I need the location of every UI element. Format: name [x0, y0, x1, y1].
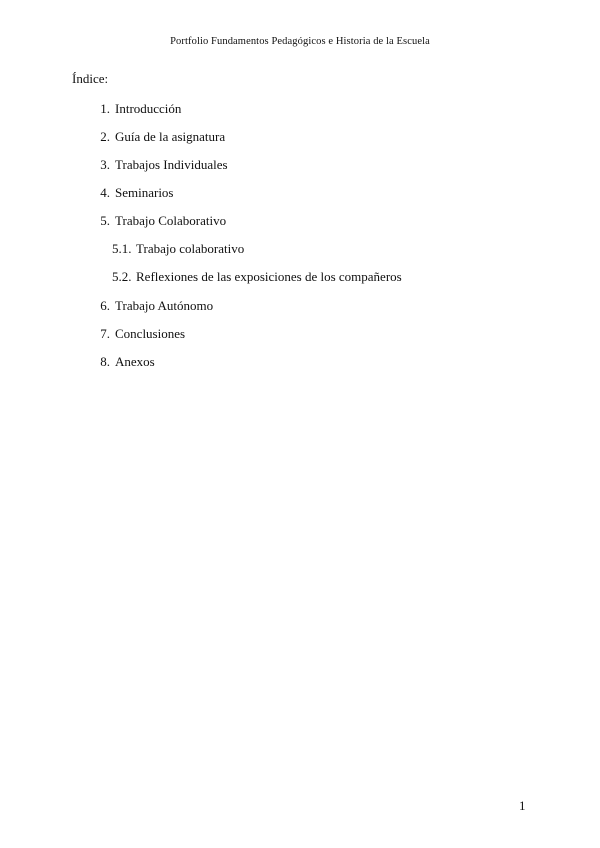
- page-number: 1: [519, 798, 526, 813]
- toc-item-label: Trabajos Individuales: [115, 157, 228, 172]
- toc-subitem-number: 5.2.: [112, 269, 132, 284]
- toc-item-label: Trabajo Autónomo: [115, 298, 214, 313]
- toc-item-number: 5.: [100, 213, 110, 228]
- toc-item-label: Guía de la asignatura: [115, 129, 226, 144]
- toc-item-label: Seminarios: [115, 185, 174, 200]
- toc-item-label: Introducción: [115, 101, 182, 116]
- page-header: Portfolio Fundamentos Pedagógicos e Historia de la Escuela: [170, 36, 430, 47]
- toc-subitem-label: Trabajo colaborativo: [136, 241, 245, 256]
- toc-item-number: 2.: [100, 129, 110, 144]
- toc-item-label: Anexos: [115, 354, 155, 369]
- toc-item-number: 4.: [100, 185, 110, 200]
- toc-item-number: 6.: [100, 298, 110, 313]
- toc-item-label: Conclusiones: [115, 326, 186, 341]
- toc-item-number: 1.: [100, 101, 110, 116]
- toc-subitem-label: Reflexiones de las exposiciones de los compañeros: [136, 269, 402, 284]
- toc-item-label: Trabajo Colaborativo: [115, 213, 227, 228]
- toc-subitem-number: 5.1.: [112, 241, 132, 256]
- toc-item-number: 8.: [100, 354, 110, 369]
- toc-item-number: 7.: [100, 326, 110, 341]
- toc-item-number: 3.: [100, 157, 110, 172]
- toc-title: Índice:: [72, 71, 109, 86]
